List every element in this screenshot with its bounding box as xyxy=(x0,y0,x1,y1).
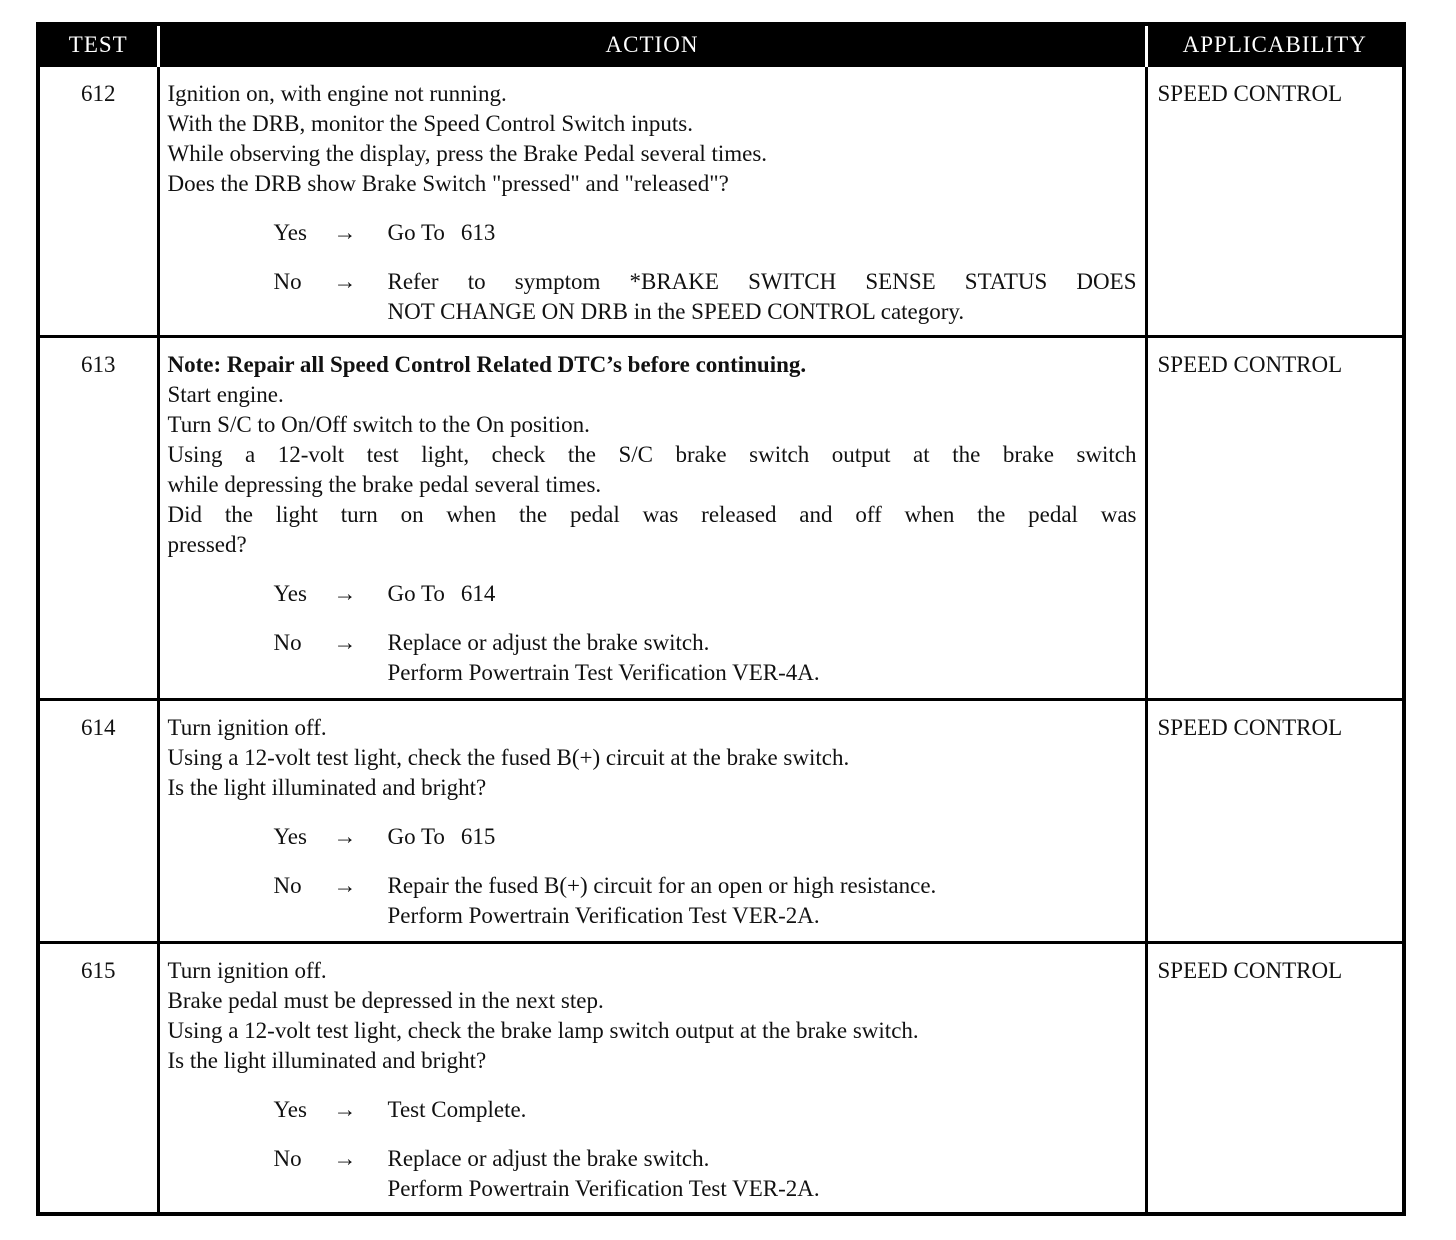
header-action: ACTION xyxy=(158,24,1146,66)
yes-result xyxy=(388,579,1137,609)
no-answer xyxy=(168,267,1137,327)
action-line: Does the DRB show Brake Switch "pressed" and "released"? xyxy=(167,171,729,196)
table-row xyxy=(38,943,1404,1215)
no-result xyxy=(388,1144,1137,1204)
applicability-cell: SPEED CONTROL xyxy=(1146,66,1404,337)
no-answer xyxy=(168,1144,1137,1204)
applicability-cell: SPEED CONTROL xyxy=(1146,943,1404,1215)
test-number: 613 xyxy=(38,337,158,700)
yes-result: Test Complete. xyxy=(387,1097,527,1122)
action-line: while depressing the brake pedal several times. xyxy=(167,472,602,497)
yes-result xyxy=(388,822,1137,852)
arrow-icon: → xyxy=(333,630,357,655)
no-result-line: Refer to symptom *BRAKE SWITCH SENSE STATUS DOES xyxy=(387,269,1137,294)
yes-label: Yes xyxy=(273,824,307,849)
yes-label: Yes xyxy=(273,220,307,245)
yes-answer xyxy=(168,1095,1137,1125)
table-row xyxy=(38,700,1404,943)
yes-answer xyxy=(168,822,1137,852)
action-line: Turn S/C to On/Off switch to the On position. xyxy=(167,412,590,437)
goto-test-number: 613 xyxy=(460,220,496,245)
no-result-line: Perform Powertrain Test Verification VER-4A. xyxy=(387,660,820,685)
action-line: Using a 12-volt test light, check the brake lamp switch output at the brake switch. xyxy=(167,1018,919,1043)
no-answer xyxy=(168,628,1137,688)
action-line: Brake pedal must be depressed in the next step. xyxy=(167,988,604,1013)
arrow-icon: → xyxy=(333,1146,357,1171)
no-label: No xyxy=(273,269,302,294)
goto-text: Go To xyxy=(387,824,445,849)
no-result-line: Replace or adjust the brake switch. xyxy=(387,1146,710,1171)
goto-text: Go To xyxy=(387,220,445,245)
header-row xyxy=(38,24,1404,66)
no-label: No xyxy=(273,1146,302,1171)
yes-answer xyxy=(168,579,1137,609)
yes-result xyxy=(388,218,1137,248)
table-row xyxy=(38,337,1404,700)
no-label: No xyxy=(273,873,302,898)
action-line: Using a 12-volt test light, check the S/C brake switch output at the brake switch xyxy=(167,442,1137,467)
action-cell xyxy=(158,337,1146,700)
header-test: TEST xyxy=(38,24,158,66)
action-line: Is the light illuminated and bright? xyxy=(167,775,487,800)
no-result xyxy=(388,871,1137,931)
no-result xyxy=(388,267,1137,327)
action-cell xyxy=(158,700,1146,943)
action-line: Using a 12-volt test light, check the fused B(+) circuit at the brake switch. xyxy=(167,745,850,770)
no-result xyxy=(388,628,1137,688)
arrow-icon: → xyxy=(333,269,357,294)
yes-label: Yes xyxy=(273,1097,307,1122)
applicability-cell: SPEED CONTROL xyxy=(1146,700,1404,943)
yes-answer xyxy=(168,218,1137,248)
no-result-line: NOT CHANGE ON DRB in the SPEED CONTROL category. xyxy=(387,299,965,324)
action-cell xyxy=(158,943,1146,1215)
applicability-cell: SPEED CONTROL xyxy=(1146,337,1404,700)
action-line: Turn ignition off. xyxy=(167,715,327,740)
action-cell xyxy=(158,66,1146,337)
action-line: Ignition on, with engine not running. xyxy=(167,81,507,106)
action-line: pressed? xyxy=(167,532,247,557)
test-number: 612 xyxy=(38,66,158,337)
arrow-icon: → xyxy=(333,220,357,245)
action-line: Start engine. xyxy=(167,382,284,407)
action-line: With the DRB, monitor the Speed Control Switch inputs. xyxy=(167,111,693,136)
test-number: 614 xyxy=(38,700,158,943)
arrow-icon: → xyxy=(333,1097,357,1122)
action-line: While observing the display, press the Brake Pedal several times. xyxy=(167,141,768,166)
no-result-line: Repair the fused B(+) circuit for an open or high resistance. xyxy=(387,873,937,898)
goto-test-number: 615 xyxy=(460,824,496,849)
action-line: Did the light turn on when the pedal was released and off when the pedal was xyxy=(167,502,1137,527)
no-label: No xyxy=(273,630,302,655)
action-line: Is the light illuminated and bright? xyxy=(167,1048,487,1073)
diagnostic-test-sheet xyxy=(36,22,1402,1216)
note-line: Note: Repair all Speed Control Related DTC’s before continuing. xyxy=(167,352,807,377)
no-answer xyxy=(168,871,1137,931)
no-result-line: Perform Powertrain Verification Test VER-2A. xyxy=(387,903,820,928)
table-row xyxy=(38,66,1404,337)
goto-text: Go To xyxy=(387,581,445,606)
header-applicability: APPLICABILITY xyxy=(1146,24,1404,66)
yes-label: Yes xyxy=(273,581,307,606)
test-number: 615 xyxy=(38,943,158,1215)
arrow-icon: → xyxy=(333,581,357,606)
arrow-icon: → xyxy=(333,873,357,898)
no-result-line: Perform Powertrain Verification Test VER-2A. xyxy=(387,1176,820,1201)
no-result-line: Replace or adjust the brake switch. xyxy=(387,630,710,655)
action-line: Turn ignition off. xyxy=(167,958,327,983)
test-table xyxy=(36,22,1406,1216)
goto-test-number: 614 xyxy=(460,581,496,606)
arrow-icon: → xyxy=(333,824,357,849)
